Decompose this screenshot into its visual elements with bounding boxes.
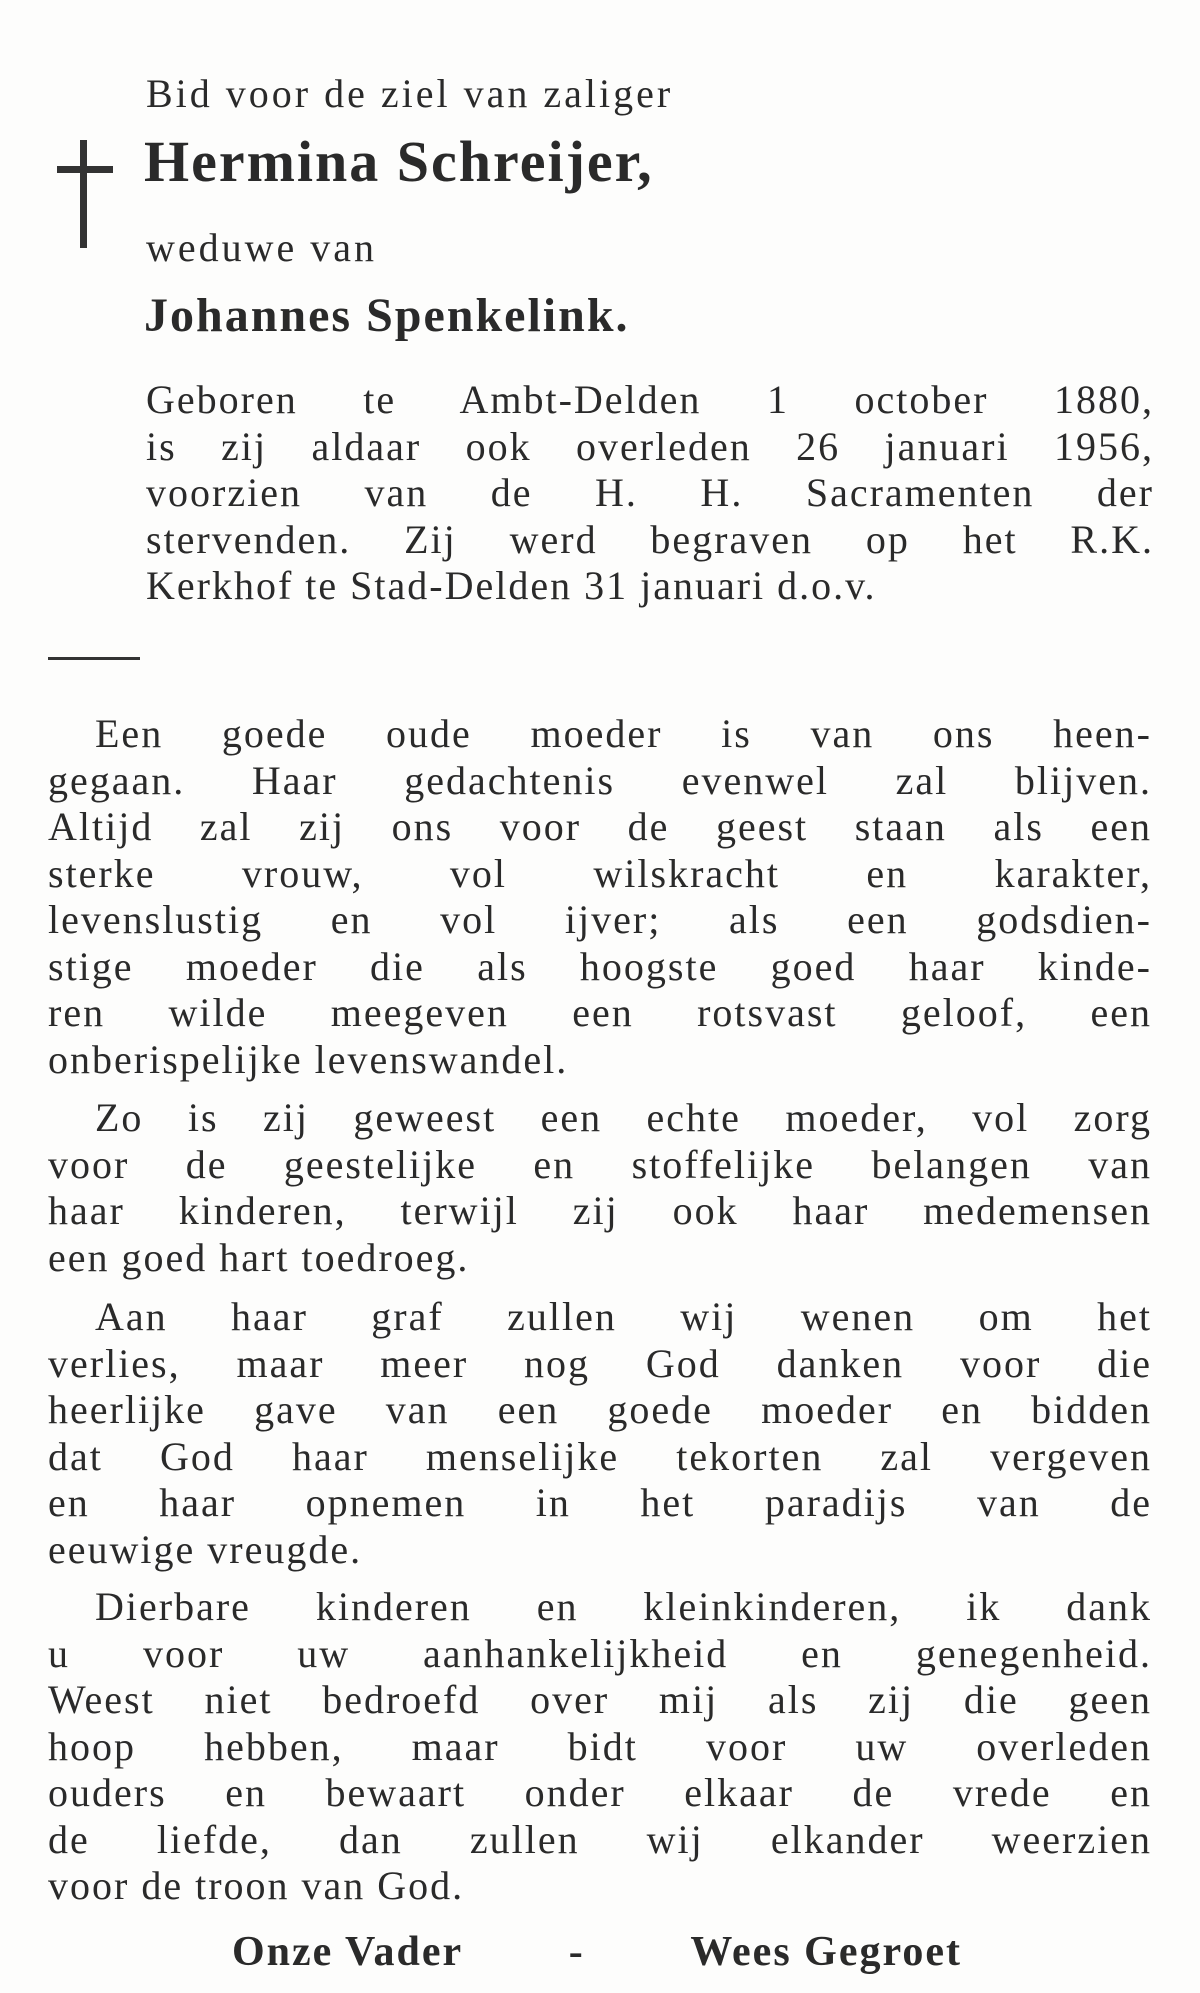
paragraph-line: verlies, maar meer nog God danken voor die xyxy=(48,1340,1152,1386)
details-line: stervenden. Zij werd begraven op het R.K. xyxy=(146,516,1154,562)
paragraph-line: levenslustig en vol ijver; als een godsdien- xyxy=(48,897,1152,942)
paragraph-line: een goed hart toedroeg. xyxy=(48,1234,470,1280)
paragraph-1 xyxy=(48,711,1152,1083)
details-line: voorzien van de H. H. Sacramenten der xyxy=(146,470,1154,515)
paragraph-line: stige moeder die als hoogste goed haar kinde- xyxy=(48,943,1152,989)
paragraph-line: u voor uw aanhankelijkheid en genegenheid. xyxy=(48,1630,1152,1676)
deceased-name: Hermina Schreijer, xyxy=(144,129,654,194)
paragraph-line: sterke vrouw, vol wilskracht en karakter, xyxy=(48,850,1152,896)
details-line: Kerkhof te Stad-Delden 31 januari d.o.v. xyxy=(146,563,877,608)
details-line: Geboren te Ambt-Delden 1 october 1880, xyxy=(146,377,1154,422)
paragraph-line: Weest niet bedroefd over mij als zij die geen xyxy=(48,1677,1152,1722)
paragraph-line: Altijd zal zij ons voor de geest staan als een xyxy=(48,804,1152,849)
relation-text: weduwe van xyxy=(146,225,378,270)
paragraph-line: onberispelijke levenswandel. xyxy=(48,1036,569,1082)
paragraph-line: de liefde, dan zullen wij elkander weerzien xyxy=(48,1816,1152,1862)
paragraph-3 xyxy=(48,1294,1152,1573)
divider xyxy=(48,657,140,660)
cross-vertical xyxy=(80,140,87,248)
spouse-name: Johannes Spenkelink. xyxy=(144,289,630,342)
paragraph-4 xyxy=(48,1584,1152,1910)
paragraph-line: ouders en bewaart onder elkaar de vrede en xyxy=(48,1770,1152,1815)
paragraph-2 xyxy=(48,1095,1152,1281)
paragraph-line: ren wilde meegeven een rotsvast geloof, een xyxy=(48,990,1152,1035)
details-line: is zij aldaar ook overleden 26 januari 1956, xyxy=(146,423,1154,469)
paragraph-line: heerlijke gave van een goede moeder en bidden xyxy=(48,1387,1152,1432)
closing-prayers xyxy=(232,1928,962,1976)
prayer-onze-vader: Onze Vader xyxy=(232,1929,464,1975)
paragraph-line: haar kinderen, terwijl zij ook haar medemensen xyxy=(48,1188,1152,1233)
paragraph-line: voor de troon van God. xyxy=(48,1863,465,1908)
paragraph-line: Aan haar graf zullen wij wenen om het xyxy=(95,1294,1152,1339)
prayer-wees-gegroet: Wees Gegroet xyxy=(690,1929,962,1975)
paragraph-line: en haar opnemen in het paradijs van de xyxy=(48,1480,1152,1525)
paragraph-line: eeuwige vreugde. xyxy=(48,1526,363,1572)
intro-text: Bid voor de ziel van zaliger xyxy=(146,71,674,116)
details-block xyxy=(146,377,1154,610)
prayer-separator: - xyxy=(568,1929,585,1975)
cross-horizontal xyxy=(57,166,113,173)
paragraph-line: dat God haar menselijke tekorten zal vergeven xyxy=(48,1433,1152,1479)
paragraph-line: Zo is zij geweest een echte moeder, vol zorg xyxy=(95,1095,1152,1140)
paragraph-line: hoop hebben, maar bidt voor uw overleden xyxy=(48,1723,1152,1769)
paragraph-line: voor de geestelijke en stoffelijke belangen van xyxy=(48,1141,1152,1187)
paragraph-line: Een goede oude moeder is van ons heen- xyxy=(95,711,1152,756)
paragraph-line: gegaan. Haar gedachtenis evenwel zal blijven. xyxy=(48,757,1152,803)
paragraph-line: Dierbare kinderen en kleinkinderen, ik dank xyxy=(95,1584,1152,1629)
